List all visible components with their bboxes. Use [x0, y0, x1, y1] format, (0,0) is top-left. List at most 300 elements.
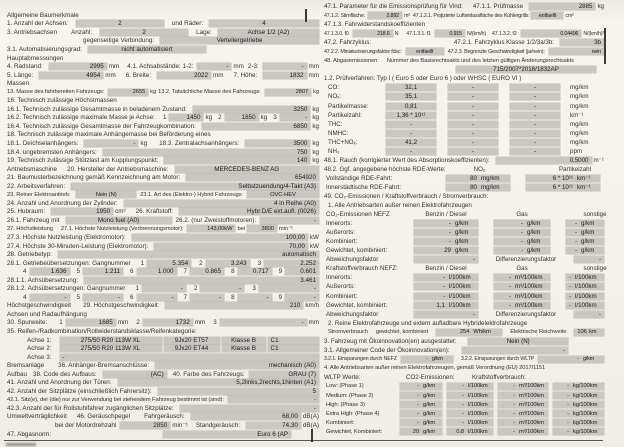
value-text: -: [426, 356, 428, 363]
spacer: [428, 332, 436, 333]
form-row: [324, 364, 604, 373]
value-box: 1.211: [83, 268, 123, 275]
unit-label: cm²: [565, 12, 574, 19]
field-label: 1.2. Prüfverfahren: Typ I ( Euro 5 oder Euro 6 ) oder WHSC ( EURO VI ): [324, 75, 522, 83]
spacer: [191, 263, 199, 264]
value-box: [414, 274, 478, 281]
field-label: und Räder:: [171, 20, 204, 28]
value-box: Achse 1/2 (A2): [218, 29, 319, 36]
value-box: [494, 302, 550, 309]
value-box: [414, 247, 478, 254]
value-box: 68,00: [191, 413, 301, 420]
form-row: [324, 201, 604, 210]
spacer: [564, 314, 574, 315]
value-box: -: [386, 130, 436, 137]
value-box: -: [448, 130, 498, 137]
field-label: Gas: [516, 265, 528, 273]
scan-artifact-line: [311, 429, 313, 442]
field-label: Kombiniert:: [326, 238, 358, 246]
form-row: [7, 387, 319, 396]
field-label: 28.1.1. Achsübersetzung:: [7, 276, 79, 284]
form-row: [324, 400, 604, 409]
form-row: [7, 379, 319, 388]
field-label: 42.3. Anzahl der für Rollstuhlfahrer zugänglichen Sitzplätze:: [7, 404, 174, 412]
spacer: [44, 365, 58, 366]
form-row: [324, 219, 604, 228]
field-label: sonstige: [583, 211, 607, 219]
spacer: [502, 332, 510, 333]
value-box: -: [228, 396, 319, 403]
value-box: [414, 293, 478, 300]
spacer: [478, 223, 494, 224]
field-label: 29. Höchstgeschwindigkeit:: [83, 302, 160, 310]
unit-label: kg/100km: [573, 401, 598, 408]
spacer: [130, 416, 144, 417]
field-label: Low: (Phase 1): [326, 383, 364, 390]
field-label: Extra High: (Phase 4): [326, 410, 380, 417]
value-box: -: [30, 294, 70, 301]
value-box: 2807: [265, 89, 311, 96]
value-box: 1685: [66, 319, 116, 326]
value-text: 1,1: [436, 301, 445, 309]
field-label: Lage:: [196, 28, 212, 36]
value-box: -: [510, 148, 560, 155]
spacer: [368, 332, 376, 333]
spacer: [510, 178, 526, 179]
spacer: [128, 322, 136, 323]
field-label: 5: [76, 293, 81, 301]
value-text: 80: [470, 183, 477, 191]
form-row: [324, 29, 604, 38]
form-row: [7, 131, 319, 140]
value-box: 3250: [193, 106, 311, 113]
unit-label: km⁻¹: [577, 174, 591, 182]
field-label: 5. Länge:: [7, 71, 34, 79]
unit-label: g/km: [431, 356, 443, 363]
form-row: [324, 74, 604, 83]
spacer: [568, 341, 604, 342]
spacer: [478, 250, 494, 251]
unit-label: m²: [403, 12, 410, 19]
field-label: 3: [213, 319, 217, 327]
value-box: 1.636: [30, 268, 70, 275]
value-box: [574, 329, 604, 336]
unit-label: mm: [108, 63, 120, 71]
form-row: [324, 20, 604, 29]
spacer: [478, 268, 494, 269]
spacer: [52, 340, 60, 341]
value-box: [414, 229, 478, 236]
form-row: [324, 246, 604, 255]
value-box: [494, 247, 550, 254]
spacer: [224, 297, 231, 298]
field-label: 16.2. Technisch zulässige maximale Masse je Achse:: [7, 114, 155, 122]
field-label: 4: [23, 293, 27, 301]
field-label: 19. Technisch zulässige Stützlast am Kupplungspunkt:: [7, 157, 159, 165]
form-row: [324, 319, 604, 328]
value-box: 1832: [263, 72, 306, 79]
form-row: [324, 409, 604, 418]
field-label: Standgeräusch:: [195, 422, 240, 430]
value-text: -: [567, 410, 569, 417]
spacer: [436, 151, 448, 152]
value-box: 5.354: [147, 260, 191, 267]
form-row: [7, 404, 319, 413]
field-label: 4: [23, 268, 27, 276]
value-box: -: [510, 103, 560, 110]
spacer: [68, 23, 76, 24]
spacer: [550, 277, 566, 278]
field-label: 18.1. Deichselanhängers:: [7, 139, 79, 147]
spacer: [550, 286, 566, 287]
form-row: [324, 38, 604, 47]
value-box: [494, 274, 550, 281]
field-label: 28.1. Getriebeübersetzungen: Gangnummer: [7, 259, 131, 267]
value-box: [526, 184, 600, 191]
value-box: 750: [103, 149, 311, 156]
spacer: [92, 32, 100, 33]
spacer: [126, 211, 136, 212]
field-label: 23. Reiner Elektroantrieb:: [7, 191, 71, 198]
value-box: entfaellt: [406, 48, 444, 55]
unit-label: mg/km: [570, 129, 589, 137]
field-label: 3.1. Automatisierungsgrad:: [7, 45, 82, 53]
value-box: [553, 419, 604, 426]
value-box: [447, 419, 493, 426]
field-label: Benzin / Diesel: [425, 211, 467, 219]
form-row: [7, 122, 319, 131]
form-row: [324, 47, 604, 56]
unit-label: kg: [205, 114, 213, 122]
spacer: [550, 223, 566, 224]
unit-label: m³/100km: [515, 301, 543, 309]
value-box: 41,2: [386, 139, 436, 146]
unit-label: kg/100km: [573, 428, 598, 435]
form-row: [7, 336, 319, 345]
unit-label: g/km: [583, 356, 594, 363]
spacer: [550, 232, 566, 233]
form-row: [7, 310, 319, 319]
field-label: 1: [135, 285, 139, 293]
value-box: 0.601: [285, 268, 319, 275]
value-box: 2.892: [368, 12, 402, 19]
value-box: 1732: [143, 319, 193, 326]
field-label: 2: [136, 319, 140, 327]
unit-label: mg/km: [481, 174, 500, 182]
unit-label: g/km: [581, 247, 595, 255]
spacer: [498, 115, 510, 116]
spacer: [7, 271, 23, 272]
value-box: [494, 293, 550, 300]
value-text: -: [508, 274, 511, 282]
spacer: [478, 214, 494, 215]
document-left-column: [7, 11, 319, 438]
form-row: [324, 138, 604, 147]
unit-label: g/km: [527, 247, 541, 255]
field-label: 22. Arbeitsverfahren:: [7, 182, 66, 190]
value-box: [566, 238, 604, 245]
field-label: 27.1. Höchste Nutzleistung (Verbrennungsmotor):: [60, 225, 184, 232]
spacer: [498, 151, 510, 152]
unit-label: Wh/km: [473, 329, 491, 336]
spacer: [436, 133, 448, 134]
value-box: 210: [165, 302, 303, 309]
value-box: mechanisch (A0): [155, 362, 319, 369]
scan-artifact-smudge: [6, 443, 36, 446]
form-row: [324, 165, 604, 174]
field-label: 46. Geräuschpegel: [76, 413, 131, 421]
unit-label: min⁻¹: [172, 422, 188, 430]
value-text: -: [417, 419, 419, 426]
value-box: [414, 302, 478, 309]
form-row: [7, 173, 319, 182]
spacer: [7, 340, 27, 341]
field-label: 47.1.1. Prüfmasse: [472, 3, 524, 11]
value-box: [566, 229, 604, 236]
unit-label: m³/100km: [515, 283, 543, 291]
form-row: [7, 105, 319, 114]
value-box: 1450: [169, 114, 203, 121]
field-label: Anzahl:: [71, 28, 93, 36]
value-box: 35,1: [386, 93, 436, 100]
form-row: [7, 114, 319, 123]
field-label: 2-3:: [247, 63, 259, 71]
unit-label: kg: [312, 122, 319, 130]
value-text: -: [520, 220, 523, 228]
unit-label: km: [589, 329, 597, 336]
unit-label: g/km: [423, 392, 436, 399]
field-label: NMHC:: [328, 129, 349, 137]
value-box: [498, 401, 548, 408]
value-box: [414, 238, 478, 245]
value-text: -: [442, 274, 445, 282]
field-label: Innerorts:: [326, 220, 353, 228]
field-label: 27. Höchstleistung: [7, 225, 53, 232]
field-label: 21. Baumusterbezeichnung gemäß Kennzeichnung am Motor:: [7, 174, 181, 182]
form-row: [7, 45, 319, 54]
spacer: [478, 232, 494, 233]
spacer: [478, 305, 494, 306]
unit-label: N/(km/h): [466, 30, 486, 37]
value-box: 2: [100, 29, 188, 36]
value-box: OVC-HEV: [247, 191, 319, 198]
value-text: -: [417, 383, 419, 390]
spacer: [71, 305, 83, 306]
spacer: [568, 350, 604, 351]
value-box: 0.717: [238, 268, 272, 275]
value-box: [566, 283, 604, 290]
form-row: [7, 182, 319, 191]
form-row: [7, 233, 319, 242]
value-box: [494, 283, 550, 290]
spacer: [123, 297, 130, 298]
value-box: nicht automatisiert: [88, 46, 206, 53]
form-row: [324, 111, 604, 120]
spacer: [53, 228, 61, 229]
form-row: [324, 210, 607, 219]
spacer: [478, 277, 494, 278]
field-label: Innerstädtische RDE-Fahrt:: [326, 183, 401, 191]
unit-label: kg: [312, 105, 319, 113]
unit-label: g/km: [527, 220, 541, 228]
spacer: [188, 32, 196, 33]
spacer: [560, 106, 568, 107]
unit-label: kg: [260, 114, 268, 122]
spacer: [131, 263, 141, 264]
field-label: 23.1. Art des (Elektro-) Hybrid Fahrzeugs:: [140, 191, 243, 198]
unit-label: mm: [117, 319, 129, 327]
value-text: 254: [459, 329, 470, 336]
spacer: [498, 96, 510, 97]
spacer: [560, 87, 568, 88]
form-row: [324, 102, 604, 111]
field-label: Nummer des Basisrechtsakts und des letzten gültigen Änderungsrechtsakts: [386, 57, 574, 64]
value-box: [566, 274, 604, 281]
value-text: -: [569, 292, 572, 300]
scan-artifact-line: [305, 9, 307, 22]
field-label: 47.2.1. Fahrzyklus Klasse 1/2/3a/3b:: [453, 39, 554, 47]
field-label: 3.2.2. Einsparungen durch WLTP: [460, 356, 535, 363]
value-text: -: [462, 383, 464, 390]
field-label: 3.2.1. Einsparungen durch NEFZ: [324, 356, 397, 363]
form-row: [324, 273, 604, 282]
value-box: -: [285, 294, 319, 301]
spacer: [550, 296, 566, 297]
unit-label: l/100km: [575, 283, 597, 291]
field-label: 4.1. Achsabstände: 1-2:: [127, 63, 194, 71]
value-text: -: [462, 392, 464, 399]
value-box: 2850: [120, 422, 170, 429]
field-label: Innerorts:: [326, 274, 353, 282]
value-box: -: [510, 84, 560, 91]
value-box: -: [386, 121, 436, 128]
form-row: [7, 216, 319, 225]
value-text: -: [574, 220, 577, 228]
value-box: 5: [158, 388, 319, 395]
spacer: [566, 332, 574, 333]
value-box: 4 in Reihe (A0): [124, 200, 319, 207]
unit-label: m³/100km: [515, 292, 543, 300]
field-label: Antriebsmaschine: [7, 165, 58, 173]
field-label: 7: [183, 293, 188, 301]
value-box: [553, 383, 604, 390]
field-label: 16. Technisch zulässige Höchstmassen: [7, 97, 117, 105]
field-label: Massen: [7, 80, 30, 88]
unit-label: g/km: [423, 419, 436, 426]
form-row: [7, 20, 319, 29]
value-box: [538, 356, 604, 363]
form-row: [7, 276, 319, 285]
unit-label: km/h: [305, 302, 319, 310]
unit-label: kW: [309, 233, 319, 241]
field-label: 47.1. Parameter für die Emissionsprüfung für Vind:: [324, 3, 463, 11]
value-box: [553, 410, 604, 417]
value-box: [447, 401, 493, 408]
field-label: Kraftstoffverbrauch NEFZ:: [326, 265, 398, 273]
unit-label: min⁻¹: [278, 225, 293, 232]
unit-label: mm: [308, 319, 319, 327]
form-row: [324, 310, 604, 319]
field-label: 42.1. Sitz(e), der (die) nur zur Verwendung bei stehendem Fahrzeug bestimmt ist (sind):: [7, 396, 224, 403]
value-box: 2995: [49, 63, 107, 70]
form-row: [324, 92, 604, 101]
field-label: 26.1. Fahrzeug mit: [7, 216, 60, 224]
field-label: 40. Farbe des Fahrzeugs:: [172, 370, 245, 378]
unit-label: l/100km: [468, 401, 488, 408]
value-text: -: [462, 401, 464, 408]
value-box: C1: [268, 345, 319, 352]
value-box: -: [200, 285, 244, 292]
value-text: -: [567, 419, 569, 426]
spacer: [498, 87, 510, 88]
field-label: 47.2. Fahrzyklus:: [324, 39, 372, 47]
unit-label: g/km: [581, 229, 595, 237]
field-label: 49. CO₂-Emissionen / Kraftstoffverbrauch / Stromverbrauch:: [324, 193, 489, 200]
unit-label: kg/100km: [573, 383, 598, 390]
value-box: -: [448, 93, 498, 100]
field-label: 2. Reine Elektrofahrzeuge und extern aufladbare Hybridelektrofahrzeuge: [328, 319, 528, 327]
form-row: [7, 11, 319, 20]
field-label: Benzin / Diesel: [425, 265, 467, 273]
unit-label: kg: [150, 89, 157, 96]
value-text: -: [574, 238, 577, 246]
spacer: [188, 425, 196, 426]
value-text: -: [508, 301, 511, 309]
unit-label: m³/100km: [519, 419, 544, 426]
field-label: Achse 1:: [27, 336, 52, 344]
value-box: [498, 428, 548, 435]
value-text: 29: [444, 247, 451, 255]
value-box: [447, 383, 493, 390]
unit-label: kg/100km: [573, 419, 598, 426]
form-row: [7, 88, 319, 97]
value-box: [400, 401, 442, 408]
field-label: Kraftstoffverbrauch:: [472, 373, 526, 381]
unit-label: m³/100km: [519, 428, 544, 435]
unit-label: mg/km: [481, 183, 500, 191]
value-box: [553, 392, 604, 399]
spacer: [498, 124, 510, 125]
unit-label: kg: [312, 148, 319, 156]
value-text: 0,8: [456, 428, 464, 435]
unit-label: N: [394, 30, 399, 37]
field-label: 47.1.2.1. Projizierte Lufteinlassfläche des Kühlergrills:: [412, 12, 530, 19]
value-box: [447, 428, 493, 435]
value-text: -: [417, 392, 419, 399]
value-box: 2885: [529, 3, 595, 10]
unit-label: m³/100km: [519, 401, 544, 408]
form-row: [7, 293, 319, 302]
unit-label: kg: [312, 157, 319, 165]
form-row: [324, 174, 604, 183]
field-label: 2: [193, 285, 198, 293]
value-box: [494, 229, 550, 236]
form-row: [7, 28, 319, 37]
field-label: 18. Technisch zulässige maximale Anhängemasse bei Beförderung eines: [7, 131, 211, 139]
value-box: -: [510, 93, 560, 100]
spacer: [485, 169, 559, 170]
form-row: [324, 282, 604, 291]
field-label: 5: [76, 268, 81, 276]
unit-label: g/km: [527, 238, 541, 246]
field-label: 16.1. Technisch zulässige Gesamtmasse in beladenem Zustand:: [7, 105, 187, 113]
field-label: 2: [218, 114, 222, 122]
spacer: [7, 40, 83, 41]
unit-label: mm: [308, 71, 319, 79]
value-box: 9Jx20 ET57: [164, 337, 220, 344]
field-label: Höchstgeschwindigkeit: [7, 302, 72, 310]
spacer: [560, 115, 568, 116]
